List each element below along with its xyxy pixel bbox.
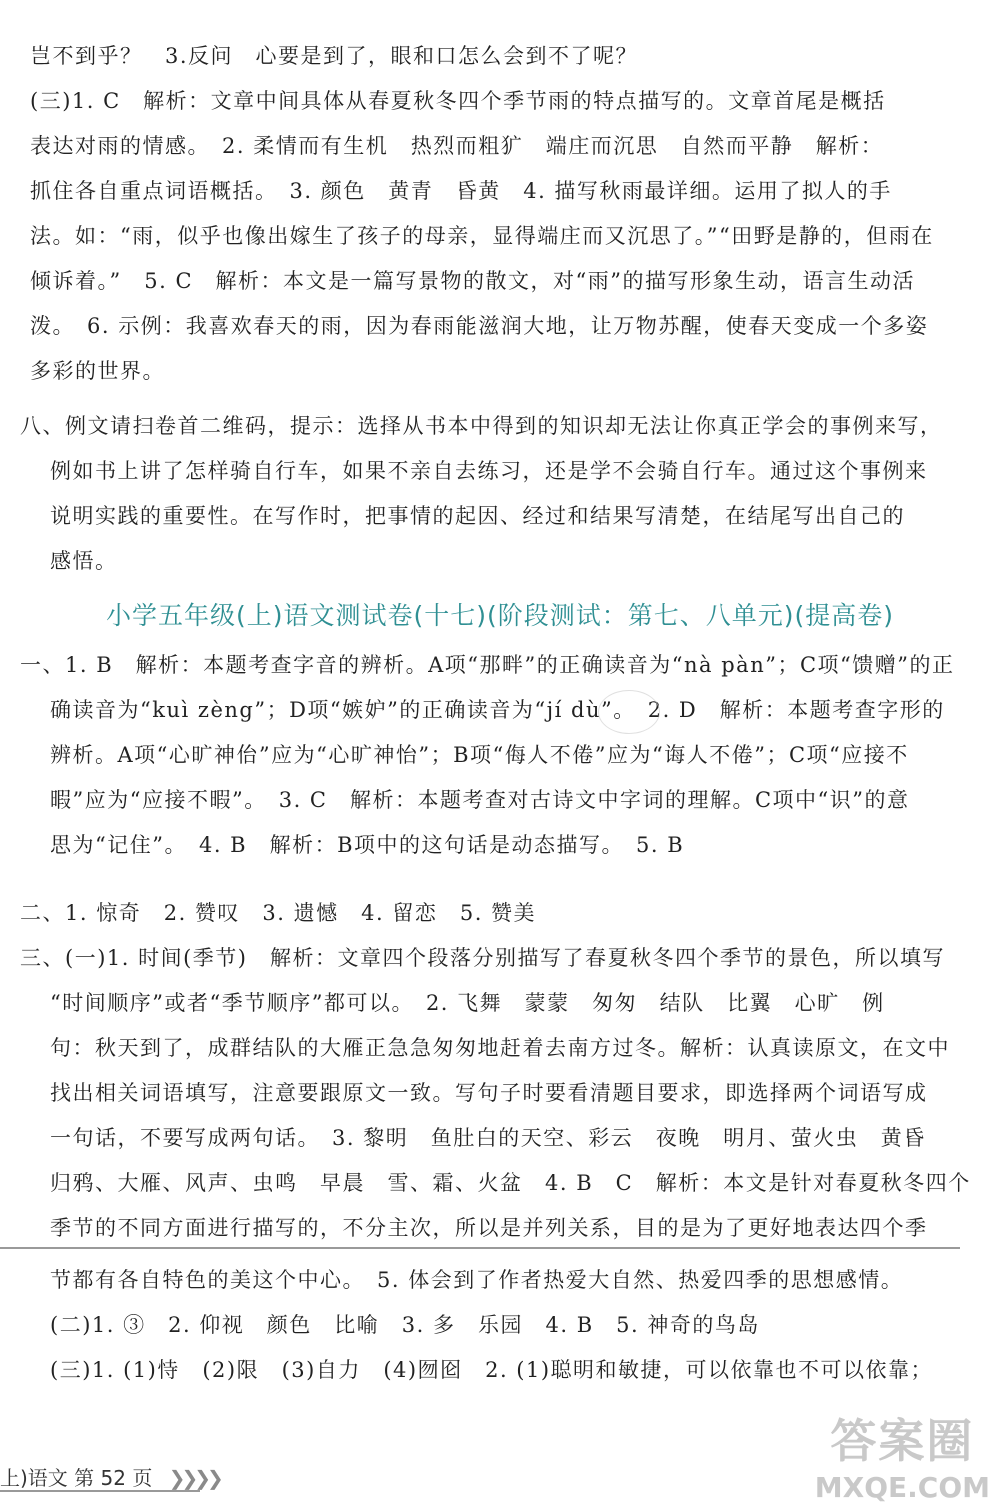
text-line: (三)1. (1)恃 (2)限 (3)自力 (4)囫囵 2. (1)聪明和敏捷，可以依靠也不可以依靠；: [50, 1358, 934, 1382]
section-8-answers: [20, 404, 960, 584]
text-line: 找出相关词语填写，注意要跟原文一致。写句子时要看清题目要求，即选择两个词语写成: [50, 1081, 928, 1105]
text-line: 节都有各自特色的美这个中心。 5. 体会到了作者热爱大自然、热爱四季的思想感情。: [50, 1268, 904, 1292]
text-line: 暇”应为“应接不暇”。 3. C 解析：本题考查对古诗文中字词的理解。C项中“识”的意: [50, 788, 910, 812]
text-line: (二)1. ③ 2. 仰视 颜色 比喻 3. 多 乐园 4. B 5. 神奇的鸟岛: [50, 1313, 760, 1337]
text-line: 感悟。: [50, 549, 118, 573]
text-line: 八、例文请扫卷首二维码，提示：选择从书本中得到的知识却无法让你真正学会的事例来写，: [20, 414, 943, 438]
prev-section-answers: [30, 34, 970, 394]
text-line: 一、1. B 解析：本题考查字音的辨析。A项“那畔”的正确读音为“nà pàn”；C项“馈赠”的正: [20, 653, 955, 677]
text-line: 抓住各自重点词语概括。 3. 颜色 黄青 昏黄 4. 描写秋雨最详细。运用了拟人的手: [30, 179, 892, 203]
watermark-text: 答案圈: [830, 1414, 975, 1468]
text-line: 辨析。A项“心旷神佁”应为“心旷神怡”；B项“侮人不倦”应为“诲人不倦”；C项“应接不: [50, 743, 909, 767]
text-line: 说明实践的重要性。在写作时，把事情的起因、经过和结果写清楚，在结尾写出自己的: [50, 504, 905, 528]
text-line: 一句话，不要写成两句话。 3. 黎明 鱼肚白的天空、彩云 夜晚 明月、萤火虫 黄昏: [50, 1126, 926, 1150]
page-footer: [0, 1462, 220, 1491]
watermark-logo: [815, 1405, 990, 1504]
text-line: 多彩的世界。: [30, 359, 165, 383]
text-line: 倾诉着。” 5. C 解析：本文是一篇写景物的散文，对“雨”的描写形象生动，语言生动活: [30, 269, 915, 293]
text-line: 表达对雨的情感。 2. 柔情而有生机 热烈而粗犷 端庄而沉思 自然而平静 解析：: [30, 134, 884, 158]
text-line: 季节的不同方面进行描写的，不分主次，所以是并列关系，目的是为了更好地表达四个季: [50, 1216, 928, 1240]
text-line: 归鸦、大雁、风声、虫鸣 早晨 雪、霜、火盆 4. B C 解析：本文是针对春夏秋冬四个: [50, 1171, 971, 1195]
text-line: 二、1. 惊奇 2. 赞叹 3. 遗憾 4. 留恋 5. 赞美: [20, 901, 537, 925]
page-suffix: 页: [132, 1466, 153, 1490]
section-1-answers: [20, 643, 960, 868]
text-line: 句：秋天到了，成群结队的大雁正急急匆匆地赶着去南方过冬。解析：认真读原文，在文中: [50, 1036, 950, 1060]
arrow-decoration-icon: ❯❯❯❯: [168, 1466, 220, 1490]
section-2-answers: [20, 891, 960, 936]
footer-line: [0, 1490, 200, 1492]
stamp-mark: [598, 690, 660, 734]
text-line: 泼。 6. 示例：我喜欢春天的雨，因为春雨能滋润大地，让万物苏醒，使春天变成一个多姿: [30, 314, 929, 338]
section-3-continued: [20, 1258, 960, 1393]
page-divider: [0, 1247, 960, 1249]
text-line: 思为“记住”。 4. B 解析：B项中的这句话是动态描写。 5. B: [50, 833, 685, 857]
text-line: 确读音为“kuì zèng”；D项“嫉妒”的正确读音为“jí dù”。 2. D 解析：本题考查字形的: [50, 698, 945, 722]
text-line: 例如书上讲了怎样骑自行车，如果不亲自去练习，还是学不会骑自行车。通过这个事例来: [50, 459, 928, 483]
test-title: 小学五年级(上)语文测试卷(十七)(阶段测试：第七、八单元)(提高卷): [105, 601, 895, 630]
subject-label: 上)语文: [0, 1466, 68, 1490]
text-line: 法。如：“雨，似乎也像出嫁生了孩子的母亲，显得端庄而又沉思了。”“田野是静的，但雨在: [30, 224, 934, 248]
watermark-url: MXQE.COM: [814, 1471, 990, 1504]
text-line: 岂不到乎？ 3.反问 心要是到了，眼和口怎么会到不了呢？: [30, 44, 639, 68]
text-line: “时间顺序”或者“季节顺序”都可以。 2. 飞舞 蒙蒙 匆匆 结队 比翼 心旷 例: [50, 991, 885, 1015]
page-number: 52: [100, 1466, 126, 1490]
text-line: 三、(一)1. 时间(季节) 解析：文章四个段落分别描写了春夏秋冬四个季节的景色，所以填写: [20, 946, 945, 970]
page-prefix: 第: [74, 1466, 95, 1490]
text-line: (三)1. C 解析：文章中间具体从春夏秋冬四个季节雨的特点描写的。文章首尾是概括: [30, 89, 886, 113]
section-3-answers: [20, 936, 971, 1251]
